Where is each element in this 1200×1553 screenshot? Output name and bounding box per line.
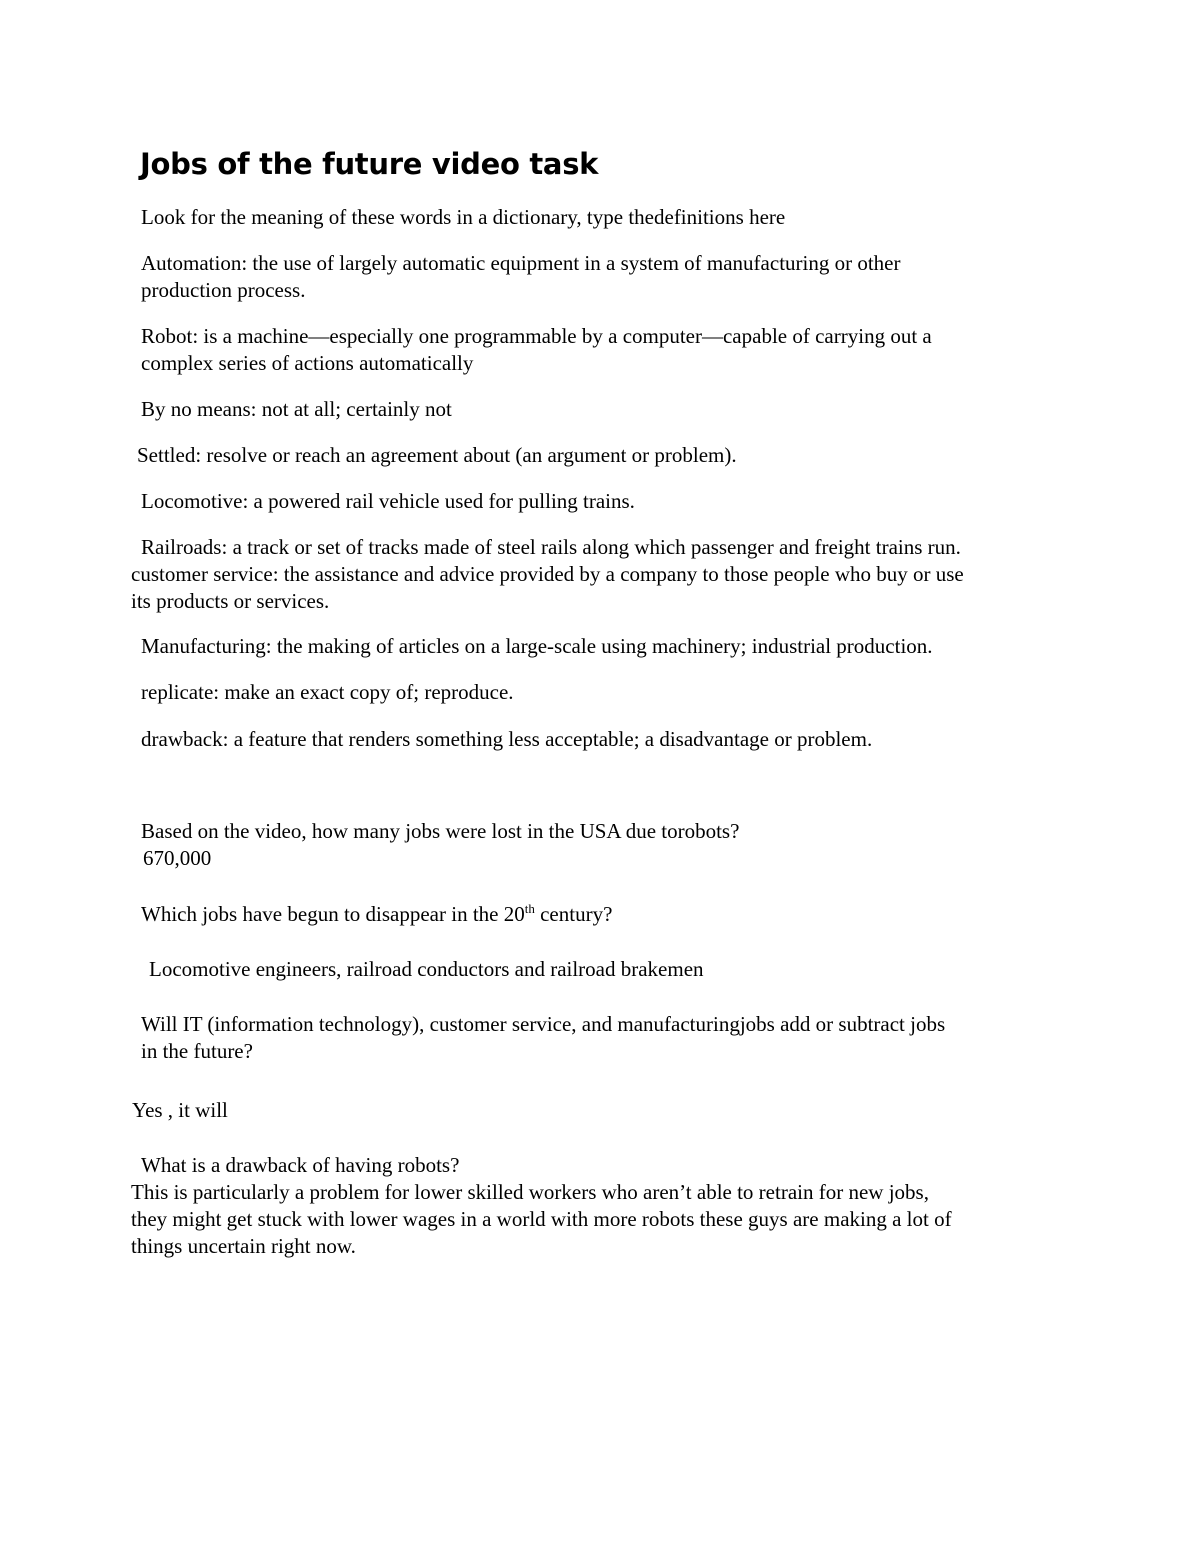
question-jobs-lost: Based on the video, how many jobs were lost in the USA due torobots?	[141, 819, 740, 843]
answer-it-jobs: Yes , it will	[132, 1098, 228, 1122]
definition-by-no-means: By no means: not at all; certainly not	[141, 397, 452, 421]
question-robot-drawback: What is a drawback of having robots?	[141, 1153, 460, 1177]
definition-robot-line2: complex series of actions automatically	[141, 351, 474, 375]
definition-replicate: replicate: make an exact copy of; reproduce.	[141, 680, 514, 704]
definition-automation-line1: Automation: the use of largely automatic equipment in a system of manufacturing or other	[141, 251, 901, 275]
question-jobs-disappearing-text: Which jobs have begun to disappear in the 20	[141, 902, 525, 926]
definition-customer-service-line1: customer service: the assistance and advice provided by a company to those people who buy or use	[131, 562, 964, 586]
instruction-text: Look for the meaning of these words in a dictionary, type thedefinitions here	[141, 205, 786, 229]
definition-railroads: Railroads: a track or set of tracks made of steel rails along which passenger and freight trains run.	[141, 535, 961, 559]
definition-manufacturing: Manufacturing: the making of articles on a large-scale using machinery; industrial production.	[141, 634, 933, 658]
definition-customer-service-line2: its products or services.	[131, 589, 330, 613]
answer-jobs-lost: 670,000	[143, 846, 212, 870]
definition-locomotive: Locomotive: a powered rail vehicle used for pulling trains.	[141, 489, 635, 513]
answer-jobs-disappearing: Locomotive engineers, railroad conductors and railroad brakemen	[149, 957, 704, 981]
question-jobs-disappearing-end: century?	[534, 902, 613, 926]
answer-robot-drawback-line3: things uncertain right now.	[131, 1234, 356, 1258]
definition-drawback: drawback: a feature that renders something less acceptable; a disadvantage or problem.	[141, 727, 873, 751]
superscript-th: th	[524, 901, 535, 916]
question-jobs-disappearing	[141, 901, 612, 928]
page-title: Jobs of the future video task	[140, 147, 599, 181]
definition-settled: Settled: resolve or reach an agreement about (an argument or problem).	[137, 443, 737, 467]
answer-robot-drawback-line2: they might get stuck with lower wages in a world with more robots these guys are making a lot of	[131, 1207, 952, 1231]
answer-robot-drawback-line1: This is particularly a problem for lower skilled workers who aren’t able to retrain for new jobs,	[131, 1180, 929, 1204]
definition-robot-line1: Robot: is a machine—especially one programmable by a computer—capable of carrying out a	[141, 324, 932, 348]
question-it-jobs-line1: Will IT (information technology), customer service, and manufacturingjobs add or subtract jobs	[141, 1012, 946, 1036]
definition-automation-line2: production process.	[141, 278, 306, 302]
question-it-jobs-line2: in the future?	[141, 1039, 253, 1063]
